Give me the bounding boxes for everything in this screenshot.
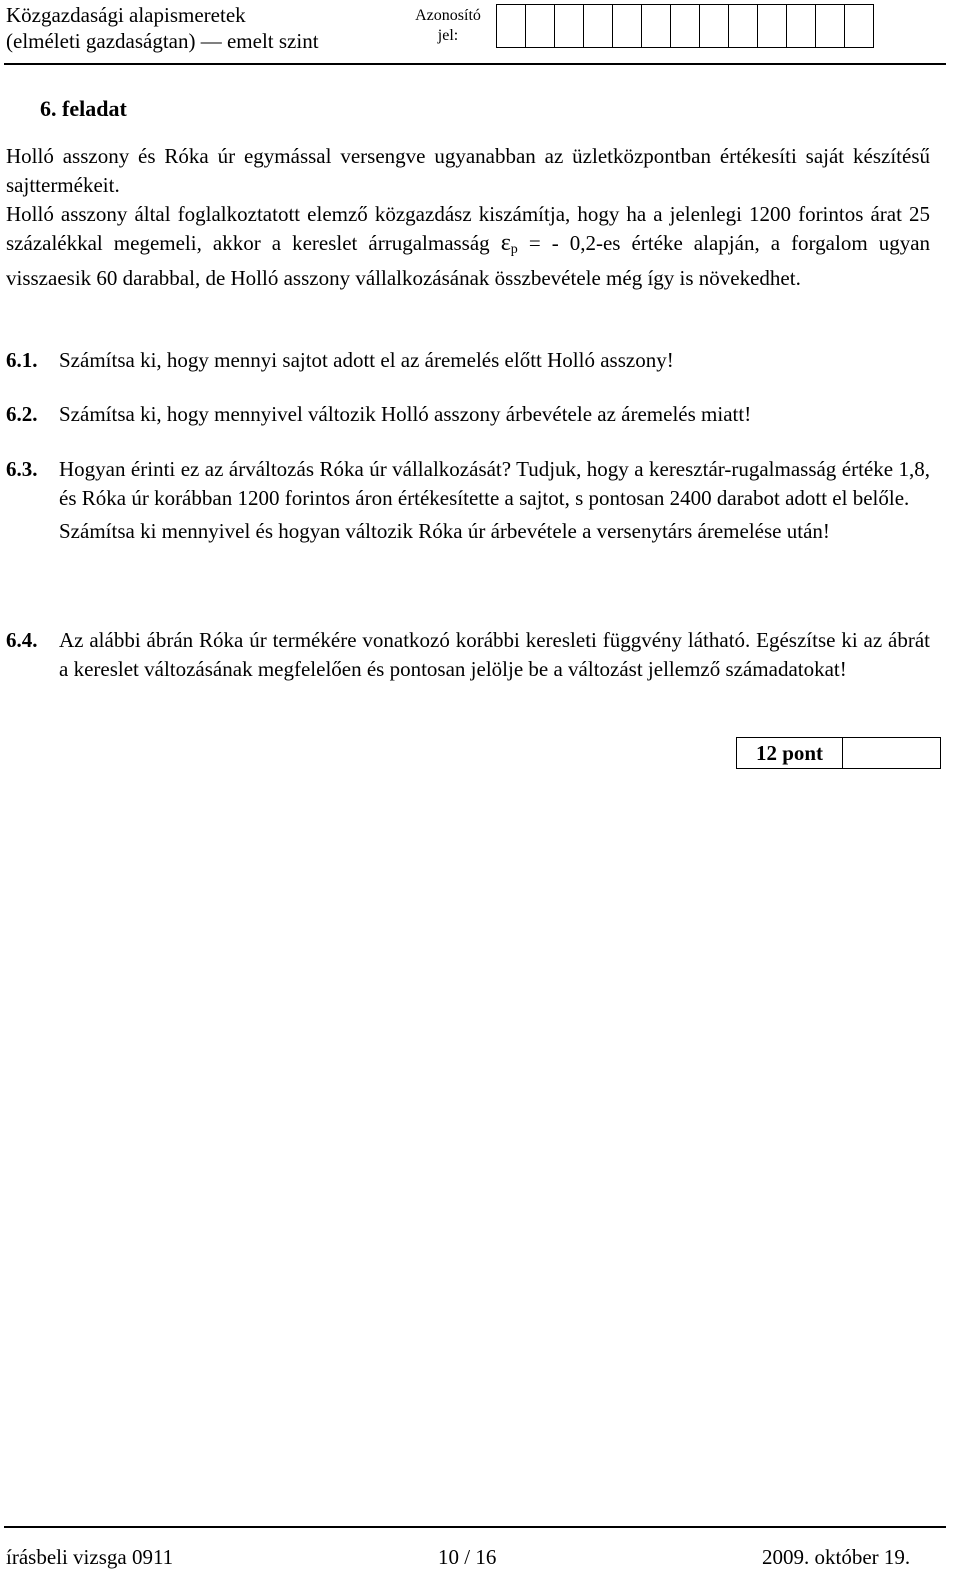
id-box[interactable] bbox=[612, 4, 642, 48]
id-label-line1: Azonosító bbox=[415, 7, 481, 24]
id-box[interactable] bbox=[525, 4, 555, 48]
id-box[interactable] bbox=[583, 4, 613, 48]
question-text: Az alábbi ábrán Róka úr termékére vonatkozó korábbi keresleti függvény látható. Egészítse ki az ábrát a kereslet változásának megfelelően és pontosan jelölje be a változást jellemző számadatokat! bbox=[59, 628, 930, 681]
question-6-4 bbox=[6, 626, 930, 684]
question-6-2 bbox=[6, 400, 930, 429]
question-number: 6.1. bbox=[6, 348, 38, 372]
header-subtitle: (elméleti gazdaságtan) — emelt szint bbox=[6, 29, 319, 53]
id-box[interactable] bbox=[844, 4, 874, 48]
id-box[interactable] bbox=[641, 4, 671, 48]
id-box[interactable] bbox=[554, 4, 584, 48]
id-box[interactable] bbox=[699, 4, 729, 48]
question-number: 6.2. bbox=[6, 402, 38, 426]
id-box[interactable] bbox=[496, 4, 526, 48]
question-text-2: Számítsa ki mennyivel és hogyan változik Róka úr árbevétele a versenytárs áremelése után! bbox=[59, 519, 830, 543]
epsilon-symbol: ε bbox=[500, 230, 511, 256]
id-box[interactable] bbox=[670, 4, 700, 48]
intro-paragraph-1: Holló asszony és Róka úr egymással versengve ugyanabban az üzletközpontban értékesíti saját készítésű sajttermékeit. bbox=[6, 144, 930, 197]
question-text: Számítsa ki, hogy mennyivel változik Holló asszony árbevétele az áremelés miatt! bbox=[59, 402, 752, 426]
footer-page-number: 10 / 16 bbox=[438, 1545, 497, 1569]
id-boxes[interactable] bbox=[497, 4, 874, 48]
score-label: 12 pont bbox=[737, 738, 843, 768]
score-box bbox=[736, 737, 941, 769]
epsilon-subscript: p bbox=[510, 242, 518, 257]
intro-paragraph-2 bbox=[6, 200, 930, 293]
question-6-3 bbox=[6, 455, 930, 546]
score-entry[interactable] bbox=[843, 738, 940, 768]
question-body bbox=[59, 455, 930, 546]
question-text: Hogyan érinti ez az árváltozás Róka úr vállalkozását? Tudjuk, hogy a keresztár-rugalmasság értéke 1,8, és Róka úr korábban 1200 forintos áron értékesítette a sajtot, s pontosan 2400 darabot adott el belőle. bbox=[59, 457, 930, 510]
id-box[interactable] bbox=[728, 4, 758, 48]
id-box[interactable] bbox=[786, 4, 816, 48]
header-rule bbox=[4, 63, 946, 65]
footer-date: 2009. október 19. bbox=[762, 1545, 911, 1569]
question-number: 6.4. bbox=[6, 628, 38, 652]
footer-rule bbox=[4, 1526, 946, 1528]
question-text: Számítsa ki, hogy mennyi sajtot adott el az áremelés előtt Holló asszony! bbox=[59, 348, 674, 372]
id-label bbox=[404, 6, 492, 46]
question-6-1 bbox=[6, 346, 930, 375]
header-subject: Közgazdasági alapismeretek bbox=[6, 3, 246, 27]
question-number: 6.3. bbox=[6, 457, 38, 481]
id-box[interactable] bbox=[815, 4, 845, 48]
footer-left: írásbeli vizsga 0911 bbox=[6, 1545, 174, 1569]
id-box[interactable] bbox=[757, 4, 787, 48]
intro-2-pre: Holló asszony által foglalkoztatott elemző közgazdász kiszámítja, hogy ha a jelenlegi 1200 forintos árat 25 százalékkal megemeli, akkor a kereslet árrugalmasság bbox=[6, 202, 930, 255]
intro-2-post: = - 0,2-es értéke alapján, a forgalom ugyan visszaesik 60 darabbal, de Holló asszony vállalkozásának összbevétele még így is növekedhet. bbox=[6, 231, 931, 290]
id-label-line2: jel: bbox=[437, 27, 459, 44]
task-title: 6. feladat bbox=[40, 96, 127, 121]
